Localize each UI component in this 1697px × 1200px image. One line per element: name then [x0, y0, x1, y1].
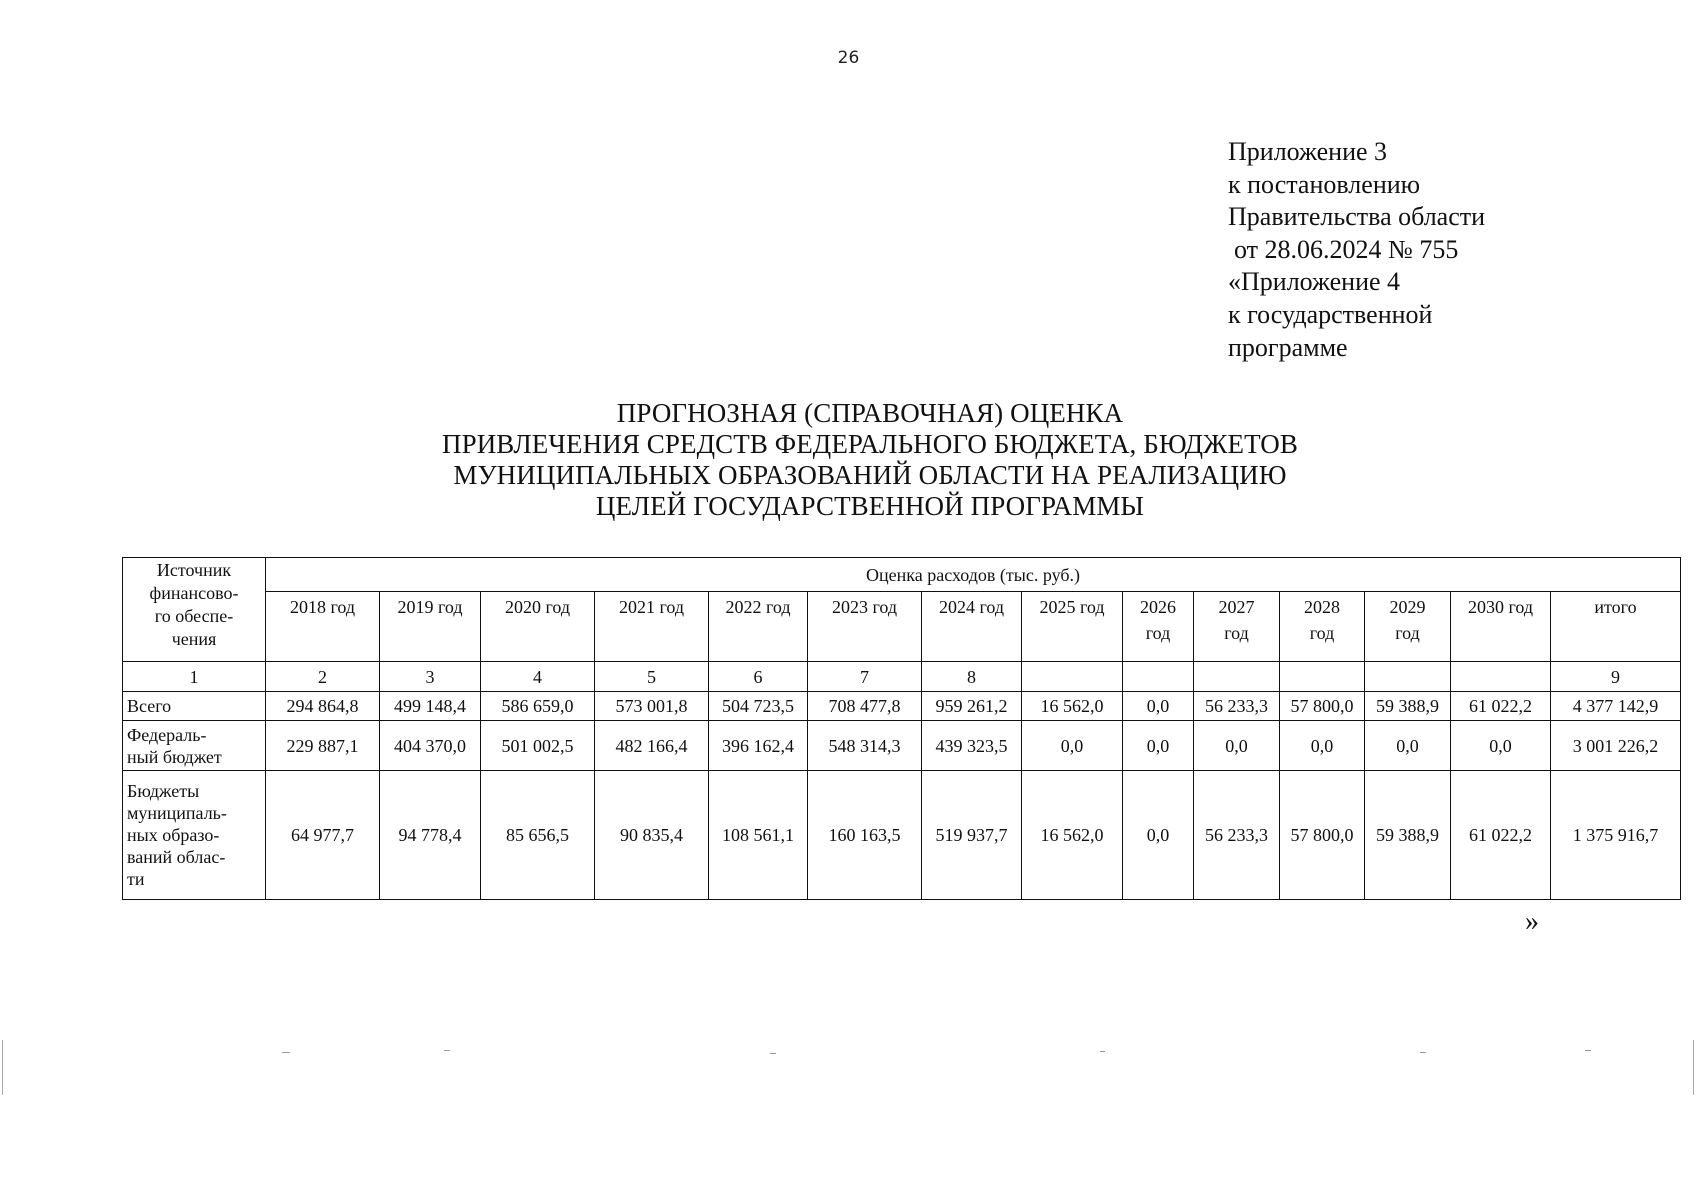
year-header-cell	[808, 592, 922, 662]
appendix-block	[1228, 136, 1588, 364]
column-index-cell	[1451, 662, 1551, 692]
value-cell: 519 937,7	[922, 771, 1022, 900]
column-index-cell	[1280, 662, 1365, 692]
group-header-cell: Оценка расходов (тыс. руб.)	[266, 558, 1681, 592]
year-header-line: 2028	[1304, 597, 1340, 617]
year-header-line: 2026	[1140, 597, 1176, 617]
value-cell: 16 562,0	[1022, 771, 1123, 900]
column-index-cell	[1022, 662, 1123, 692]
title-line: ПРОГНОЗНАЯ (СПРАВОЧНАЯ) ОЦЕНКА	[616, 398, 1124, 428]
year-header-cell	[1551, 592, 1681, 662]
year-header-cell	[595, 592, 709, 662]
year-header-cell	[481, 592, 595, 662]
value-cell: 56 233,3	[1194, 771, 1280, 900]
source-header-line: Источник	[156, 560, 232, 580]
year-header-cell	[380, 592, 481, 662]
column-index-cell: 3	[380, 662, 481, 692]
year-header-line: 2029	[1389, 597, 1426, 617]
year-header-cell	[709, 592, 808, 662]
value-cell: 0,0	[1123, 721, 1194, 771]
year-header-line: 2023 год	[831, 597, 898, 617]
year-header-cell	[1451, 592, 1551, 662]
row-name-line: Федераль-	[127, 724, 207, 745]
value-cell: 57 800,0	[1280, 771, 1365, 900]
value-cell: 1 375 916,7	[1551, 771, 1681, 900]
scan-edge-left	[2, 1040, 3, 1095]
year-header-cell	[1123, 592, 1194, 662]
source-header-cell	[123, 558, 266, 662]
value-cell: 573 001,8	[595, 692, 709, 721]
column-index-cell: 1	[123, 662, 266, 692]
row-name-cell	[123, 771, 266, 900]
year-header-line: год	[1309, 623, 1335, 643]
column-index-cell: 4	[481, 662, 595, 692]
value-cell: 57 800,0	[1280, 692, 1365, 721]
scan-artifacts	[0, 1050, 1697, 1080]
source-header-line: финансово-	[149, 583, 239, 603]
appendix-line: к постановлению	[1228, 169, 1421, 199]
year-header-cell	[922, 592, 1022, 662]
row-name-cell	[123, 692, 266, 721]
column-index-cell: 5	[595, 662, 709, 692]
value-cell: 499 148,4	[380, 692, 481, 721]
appendix-line: Правительства области	[1228, 202, 1486, 232]
row-name-line: ваний облас-	[127, 847, 226, 867]
value-cell: 0,0	[1365, 721, 1451, 771]
value-cell: 64 977,7	[266, 771, 380, 900]
value-cell: 85 656,5	[481, 771, 595, 900]
year-header-line: 2020 год	[504, 597, 571, 617]
year-header-line: год	[1395, 623, 1420, 643]
year-header-line: год	[1224, 623, 1249, 643]
column-index-cell: 2	[266, 662, 380, 692]
closing-quote: »	[1525, 906, 1539, 937]
appendix-line: от 28.06.2024 № 755	[1234, 234, 1459, 264]
year-header-line: 2022 год	[725, 597, 791, 617]
row-name-line: ных образо-	[127, 825, 220, 845]
value-cell: 0,0	[1451, 721, 1551, 771]
budget-table	[122, 557, 1681, 900]
value-cell: 59 388,9	[1365, 771, 1451, 900]
year-header-line: 2025 год	[1039, 597, 1105, 617]
page-number: 26	[837, 48, 860, 68]
column-index-cell: 6	[709, 662, 808, 692]
year-header-line: год	[1145, 623, 1171, 643]
row-name-line: ный бюджет	[127, 746, 222, 767]
value-cell: 229 887,1	[266, 721, 380, 771]
value-cell: 548 314,3	[808, 721, 922, 771]
title-line: МУНИЦИПАЛЬНЫХ ОБРАЗОВАНИЙ ОБЛАСТИ НА РЕАЛИЗАЦИЮ	[453, 460, 1287, 490]
appendix-line: к государственной	[1228, 299, 1433, 329]
year-header-line: 2019 год	[397, 597, 463, 617]
title-line: ПРИВЛЕЧЕНИЯ СРЕДСТВ ФЕДЕРАЛЬНОГО БЮДЖЕТА, БЮДЖЕТОВ	[441, 429, 1299, 459]
document-title	[0, 398, 1697, 522]
year-header-cell	[1194, 592, 1280, 662]
row-name-line: ти	[127, 869, 145, 889]
value-cell: 396 162,4	[709, 721, 808, 771]
appendix-line: «Приложение 4	[1228, 267, 1401, 297]
year-header-cell	[1365, 592, 1451, 662]
year-header-line: 2021 год	[618, 597, 685, 617]
title-line: ЦЕЛЕЙ ГОСУДАРСТВЕННОЙ ПРОГРАММЫ	[595, 491, 1145, 521]
column-index-cell: 8	[922, 662, 1022, 692]
value-cell: 504 723,5	[709, 692, 808, 721]
value-cell: 0,0	[1123, 771, 1194, 900]
value-cell: 61 022,2	[1451, 771, 1551, 900]
scan-edge-right	[1693, 1040, 1694, 1095]
value-cell: 0,0	[1123, 692, 1194, 721]
value-cell: 439 323,5	[922, 721, 1022, 771]
year-header-cell	[1022, 592, 1123, 662]
value-cell: 108 561,1	[709, 771, 808, 900]
column-index-cell	[1365, 662, 1451, 692]
year-header-line: 2027	[1218, 597, 1255, 617]
value-cell: 0,0	[1022, 721, 1123, 771]
appendix-line: Приложение 3	[1228, 137, 1388, 166]
value-cell: 160 163,5	[808, 771, 922, 900]
appendix-line: программе	[1228, 332, 1348, 362]
row-name-line: Бюджеты	[127, 781, 200, 801]
value-cell: 482 166,4	[595, 721, 709, 771]
value-cell: 61 022,2	[1451, 692, 1551, 721]
source-header-line: чения	[171, 629, 217, 649]
year-header-line: 2030 год	[1467, 597, 1534, 617]
column-index-cell: 7	[808, 662, 922, 692]
row-name-line: муниципаль-	[127, 803, 227, 823]
value-cell: 708 477,8	[808, 692, 922, 721]
value-cell: 94 778,4	[380, 771, 481, 900]
column-index-cell	[1194, 662, 1280, 692]
column-index-cell: 9	[1551, 662, 1681, 692]
year-header-line: 2018 год	[289, 597, 356, 617]
value-cell: 586 659,0	[481, 692, 595, 721]
column-index-cell	[1123, 662, 1194, 692]
source-header-line: го обеспе-	[154, 606, 234, 626]
year-header-line: 2024 год	[938, 597, 1005, 617]
value-cell: 56 233,3	[1194, 692, 1280, 721]
value-cell: 959 261,2	[922, 692, 1022, 721]
row-name-line: Всего	[127, 696, 172, 716]
value-cell: 294 864,8	[266, 692, 380, 721]
value-cell: 90 835,4	[595, 771, 709, 900]
value-cell: 59 388,9	[1365, 692, 1451, 721]
year-header-line: итого	[1594, 597, 1637, 617]
value-cell: 501 002,5	[481, 721, 595, 771]
row-name-cell	[123, 721, 266, 771]
value-cell: 4 377 142,9	[1551, 692, 1681, 721]
value-cell: 0,0	[1194, 721, 1280, 771]
value-cell: 404 370,0	[380, 721, 481, 771]
value-cell: 0,0	[1280, 721, 1365, 771]
value-cell: 16 562,0	[1022, 692, 1123, 721]
value-cell: 3 001 226,2	[1551, 721, 1681, 771]
year-header-cell	[1280, 592, 1365, 662]
year-header-cell	[266, 592, 380, 662]
